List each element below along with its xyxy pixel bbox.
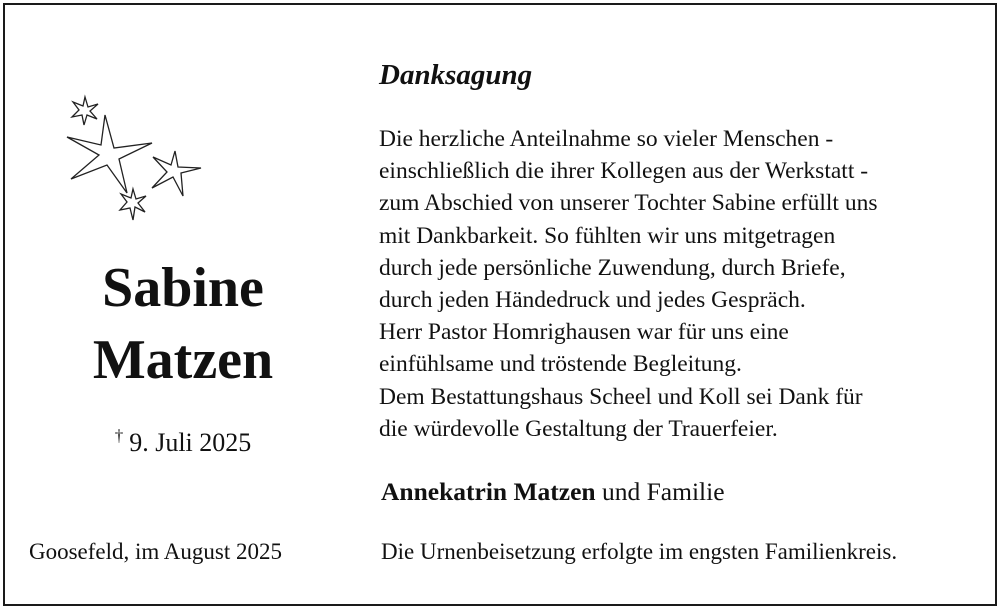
burial-note: Die Urnenbeisetzung erfolgte im engsten Familienkreis. bbox=[381, 539, 898, 564]
text-line: durch jede persönliche Zuwendung, durch Briefe, bbox=[379, 254, 846, 281]
star-medium-icon bbox=[152, 151, 201, 196]
thank-you-text bbox=[379, 123, 979, 445]
text-line: einfühlsame und tröstende Begleitung. bbox=[379, 351, 742, 378]
text-line: einschließlich die ihrer Kollegen aus der Werkstatt - bbox=[379, 158, 869, 185]
stars-icon bbox=[57, 93, 207, 228]
text-line: Herr Pastor Homrighausen war für uns eine bbox=[379, 319, 789, 346]
text-line: Die herzliche Anteilnahme so vieler Menschen - bbox=[379, 126, 834, 152]
text-line: zum Abschied von unserer Tochter Sabine erfüllt uns bbox=[379, 190, 878, 217]
signature-suffix: und Familie bbox=[601, 477, 725, 506]
place-date: Goosefeld, im August 2025 bbox=[29, 539, 282, 564]
cross-icon: † bbox=[114, 426, 124, 445]
star-small-top-icon bbox=[72, 97, 98, 125]
signature bbox=[381, 475, 725, 509]
deceased-last-name: Matzen bbox=[92, 329, 274, 391]
text-line: Dem Bestattungshaus Scheel und Koll sei Dank für bbox=[379, 383, 863, 410]
star-large-icon bbox=[67, 115, 152, 193]
text-line: mit Dankbarkeit. So fühlten wir uns mitgetragen bbox=[379, 222, 836, 249]
text-line: die würdevolle Gestaltung der Trauerfeier. bbox=[379, 415, 778, 442]
signature-name: Annekatrin Matzen bbox=[381, 477, 596, 506]
heading: Danksagung bbox=[379, 59, 533, 91]
deceased-first-name: Sabine bbox=[102, 257, 264, 319]
obituary-card bbox=[3, 3, 997, 606]
star-small-bottom-icon bbox=[120, 189, 146, 220]
text-line: durch jeden Händedruck und jedes Gespräch. bbox=[379, 287, 806, 314]
death-date: 9. Juli 2025 bbox=[129, 428, 252, 457]
death-date-line bbox=[35, 418, 331, 461]
